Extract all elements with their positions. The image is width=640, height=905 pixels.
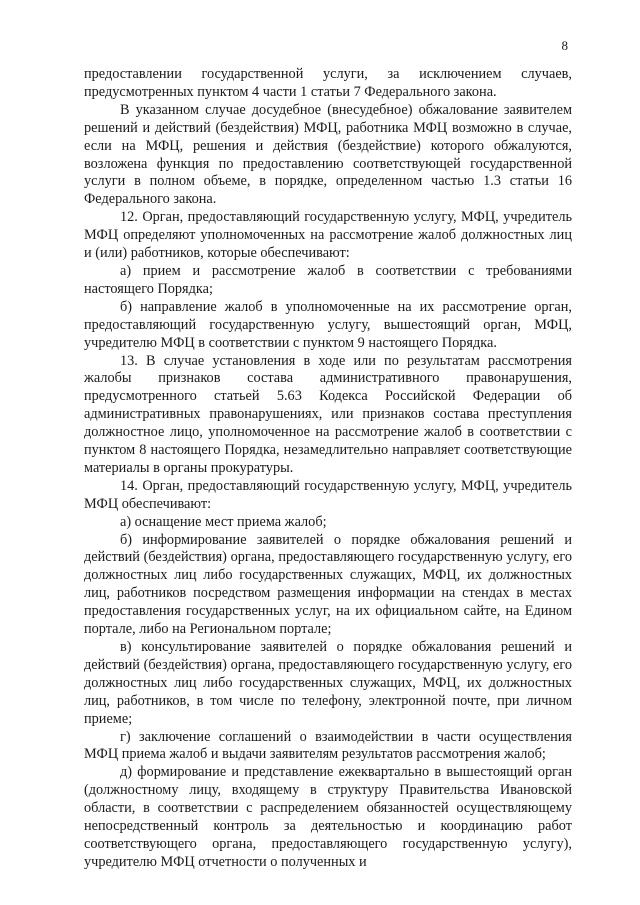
paragraph-continuation: предоставлении государственной услуги, за исключением случаев, предусмотренных пунктом 4 части 1 статьи 7 Федерального закона. (84, 66, 572, 100)
page-number: 8 (561, 38, 568, 53)
paragraph-item-14-v: в) консультирование заявителей о порядке обжалования решений и действий (бездействия) органа, предоставляющего государственную услугу, его должностных лиц либо государственных служащих, МФЦ, их должностных лиц, работников, в том числе по телефону, электронной почте, при личном приеме; (84, 639, 572, 727)
paragraph-item-14-b: б) информирование заявителей о порядке обжалования решений и действий (бездействия) органа, предоставляющего государственную услугу, его должностных лиц либо государственных служащих, МФЦ, их должностных лиц, работников посредством размещения информации на стендах в местах предоставления государственных услуг, на их официальном сайте, на Едином портале, либо на Региональном портале; (84, 531, 572, 638)
paragraph-item-14-a: а) оснащение мест приема жалоб; (120, 513, 327, 530)
paragraph-item-12-a: а) прием и рассмотрение жалоб в соответствии с требованиями настоящего Порядка; (84, 262, 572, 297)
paragraph-item-14: 14. Орган, предоставляющий государственную услугу, МФЦ, учредитель МФЦ обеспечивают: (84, 477, 572, 512)
paragraph-item-12: 12. Орган, предоставляющий государственную услугу, МФЦ, учредитель МФЦ определяют уполномоченных на рассмотрение жалоб должностных лиц и (или) работников, которые обеспечивают: (84, 209, 572, 262)
document-body (84, 66, 572, 872)
paragraph-item-14-d: д) формирование и представление ежеквартально в вышестоящий орган (должностному лицу, входящему в структуру Правительства Ивановской области, в соответствии с распределением обязанностей осуществляющему непосредственный контроль за деятельностью и координацию работ соответствующего органа, предоставляющего государственную услугу), учредителю МФЦ отчетности о полученных и (84, 764, 572, 870)
paragraph-item-14-g: г) заключение соглашений о взаимодействии в части осуществления МФЦ приема жалоб и выдачи заявителям результатов рассмотрения жалоб; (84, 728, 572, 763)
paragraph-item-12-b: б) направление жалоб в уполномоченные на их рассмотрение орган, предоставляющий государственную услугу, вышестоящий орган, МФЦ, учредителю МФЦ в соответствии с пунктом 9 настоящего Порядка. (84, 298, 572, 351)
paragraph-item-13: 13. В случае установления в ходе или по результатам рассмотрения жалобы признаков состава административного правонарушения, предусмотренного статьей 5.63 Кодекса Российской Федерации об административных правонарушениях, или признаков состава преступления должностное лицо, уполномоченное на рассмотрение жалоб в соответствии с пунктом 8 настоящего Порядка, незамедлительно направляет соответствующие материалы в органы прокуратуры. (84, 352, 572, 476)
paragraph-appeal-case: В указанном случае досудебное (внесудебное) обжалование заявителем решений и действий (бездействия) МФЦ, работника МФЦ возможно в случае, если на МФЦ, решения и действия (бездействие) которого обжалуются, возложена функция по предоставлению соответствующей государственной услуги в полном объеме, в порядке, определенном частью 1.3 статьи 16 Федерального закона. (84, 101, 572, 208)
